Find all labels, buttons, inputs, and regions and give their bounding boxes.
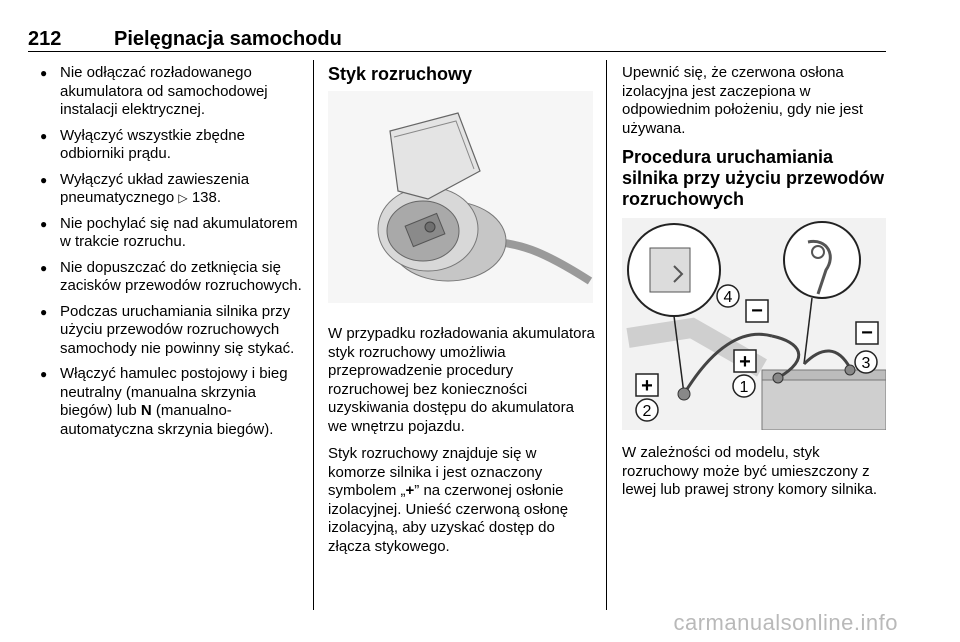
callout-number: 2 xyxy=(642,403,652,420)
precautions-list xyxy=(36,64,302,439)
column-divider xyxy=(606,60,607,610)
page-reference[interactable]: 138. xyxy=(191,189,222,206)
neutral-gear-symbol: N xyxy=(140,402,152,419)
jump-start-procedure-heading: Procedura uruchamiania silnika przy użyciu przewodów rozruchowych xyxy=(622,147,885,209)
minus-label: − xyxy=(751,300,763,322)
page-number: 212 xyxy=(28,28,62,50)
jump-start-contact-description: W przypadku rozładowania akumulatora styk rozruchowy umożliwia przeprowadzenie procedury rozruchowej bez konieczności uzyskiwania dostępu do akumulatora we wnętrzu pojazdu. xyxy=(328,325,595,435)
page-reference-arrow-icon: ▷ xyxy=(178,191,188,205)
plus-label: + xyxy=(739,351,751,373)
column-1 xyxy=(36,64,302,446)
column-3 xyxy=(622,64,888,509)
jump-start-contact-location: Styk rozruchowy znajduje się w komorze silnika i jest oznaczony symbolem „+” na czerwonej osłonie izolacyjnej. Unieść czerwoną osłonę izolacyjną, aby uzyskać dostęp do złącza stykowego. xyxy=(328,445,569,555)
list-item: ● Nie dopuszczać do zetknięcia się zacisków przewodów rozruchowych. xyxy=(36,259,302,296)
list-item: ● Wyłączyć układ zawieszenia pneumatycznego ▷ 138. xyxy=(36,171,302,208)
list-item: ● Podczas uruchamiania silnika przy użyciu przewodów rozruchowych samochody nie powinny się stykać. xyxy=(36,303,302,359)
list-item: ● Nie pochylać się nad akumulatorem w trakcie rozruchu. xyxy=(36,215,302,252)
page-header xyxy=(26,28,886,52)
jump-start-contact-drawing xyxy=(328,91,593,303)
plus-label: + xyxy=(641,375,653,397)
list-item: ● Nie odłączać rozładowanego akumulatora od samochodowej instalacji elektrycznej. xyxy=(36,64,302,120)
list-item: ● Włączyć hamulec postojowy i bieg neutralny (manualna skrzynia biegów) lub N (manualno-automatyczna skrzynia biegów). xyxy=(36,365,302,439)
plus-symbol: + xyxy=(405,482,415,499)
section-title: Pielęgnacja samochodu xyxy=(114,28,342,50)
header-rule xyxy=(28,51,886,52)
cover-note: Upewnić się, że czerwona osłona izolacyjna jest zaczepiona w odpowiednim położeniu, gdy nie jest używana. xyxy=(622,64,863,137)
minus-label: − xyxy=(861,322,873,344)
callout-number: 1 xyxy=(739,379,749,396)
jump-start-contact-heading: Styk rozruchowy xyxy=(328,64,473,84)
list-item: ● Wyłączyć wszystkie zbędne odbiorniki prądu. xyxy=(36,127,302,164)
jump-start-cables-drawing xyxy=(622,218,886,430)
column-divider xyxy=(313,60,314,610)
column-2 xyxy=(328,64,596,565)
contact-location-note: W zależności od modelu, styk rozruchowy może być umieszczony z lewej lub prawej strony komory silnika. xyxy=(622,444,878,498)
jump-start-contact-illustration xyxy=(328,91,593,303)
callout-number: 4 xyxy=(723,289,733,306)
callout-number: 3 xyxy=(861,355,871,372)
watermark: carmanualsonline.info xyxy=(673,610,898,635)
jump-start-cables-illustration xyxy=(622,218,886,430)
